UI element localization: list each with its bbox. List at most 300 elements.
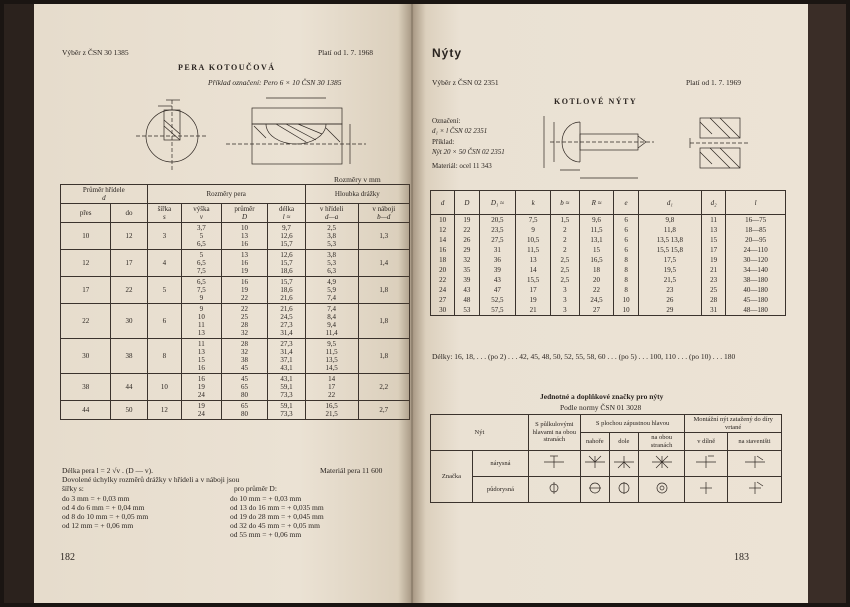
cell-value: 28 [241,340,248,348]
book-cover-right-edge [808,4,846,603]
rivet-cell: 17 [701,245,725,255]
book-cover-left-edge [4,4,36,603]
cell-value: 9,5 [327,340,337,348]
table-row [61,401,410,420]
cell-value: 16 [241,278,248,286]
cell-value: 7,5 [197,267,206,275]
rivet-cell: 30 [431,305,455,316]
cell-value: 19 [197,383,205,391]
cell-s: 5 [147,277,181,304]
rivet-sign-icon [612,455,636,469]
rivet-sign-icon [542,455,566,469]
cell-value: 5 [199,251,204,259]
table-row [431,285,786,295]
cell-value: 32 [241,329,248,337]
signs-th-both: na obou stranách [638,433,684,451]
cell-hub: 2,7 [358,401,409,420]
left-formula: Délka pera l = 2 √v . (D — v). [62,466,154,475]
th-in-hub [358,204,409,223]
left-tolerance-note: Dovolené úchylky rozměrů drážky v hřídeli a v náboji jsou [62,475,240,484]
rivet-cell: 8 [614,275,638,285]
cell-value: 22 [241,305,248,313]
cell-value: 5,3 [327,240,337,248]
signs-th-shop: v dílně [685,433,728,451]
signs-th-mount: Montážní nýt zatažený do díry vrtané [685,415,782,433]
th-length-label: délka [278,205,295,213]
cell-value: 43,1 [280,375,293,383]
rivet-cell: 19,5 [638,265,701,275]
cell-value: 2,5 [327,224,337,232]
cell-value: 22 [241,294,248,302]
rivet-cell: 9 [516,225,551,235]
rivet-cell: 38—180 [726,275,786,285]
rivet-cell: 2 [551,235,580,245]
rivet-cell: 12 [431,225,455,235]
rivet-cell: 39 [479,265,516,275]
right-header-valid: Platí od 1. 7. 1969 [686,78,742,87]
rivet-cell: 8 [614,255,638,265]
cell-value: 59,1 [280,402,293,410]
rivet-cell: 11,8 [638,225,701,235]
table-row [61,339,410,374]
th-length-symbol: l ≈ [282,213,291,221]
cell-value: 27,3 [280,321,293,329]
rivet-cell: 24,5 [579,295,614,305]
th-diameter [221,204,268,223]
cell-s: 12 [147,401,181,420]
rivet-cell: 2,5 [551,265,580,275]
cell-v [182,304,222,339]
cell-value: 31,4 [280,329,293,337]
rivet-cell: 43 [455,285,479,295]
rivet-cell: 36 [479,255,516,265]
cell-value: 80 [241,410,248,418]
example-label: Příklad: [432,138,455,146]
rivet-cell: 6 [614,225,638,235]
rivet-cell: 26 [638,295,701,305]
rivet-cell: 25 [701,285,725,295]
cell-value: 6,5 [197,259,206,267]
cell-value: 19 [241,267,248,275]
sign-shop-ground [685,477,728,503]
cell-D [221,223,268,250]
cell-l [268,250,305,277]
rivet-sign-icon [542,481,566,495]
right-header-standard: Výběr z ČSN 02 2351 [432,78,499,87]
rivet-lengths: Délky: 16, 18, . . . (po 2) . . . 42, 45, 48, 50, 52, 55, 58, 60 . . . (po 5) . . . 100, 110 . . . (po 10) . . . 180 [432,352,736,361]
sign-both-plan [638,451,684,477]
rivet-cell: 22 [579,285,614,295]
th-height [182,204,222,223]
cell-value: 13 [197,329,205,337]
cell-value: 13 [241,232,248,240]
signs-th-bottom: dole [609,433,638,451]
rivet-cell: 20 [431,265,455,275]
table-row [431,265,786,275]
cell-l [268,304,305,339]
sign-top-ground [580,477,609,503]
cell-value: 24,5 [280,313,293,321]
signs-row-ground: půdorysná [473,477,529,503]
rivet-th: R ≈ [579,191,614,215]
tolerance-D-list [230,494,324,539]
rivet-cell: 21 [701,265,725,275]
rivet-cell: 11,5 [579,225,614,235]
rivet-example: Nýt 20 × 50 ČSN 02 2351 [432,148,505,156]
rivet-sign-icon [650,481,674,495]
rivet-cell: 35 [455,265,479,275]
cell-hub: 1,8 [358,277,409,304]
rivet-cell: 20,5 [479,215,516,226]
rivet-cell: 2,5 [551,275,580,285]
rivet-th: d₁ [638,191,701,215]
cell-to: 44 [111,374,147,401]
th-width-label: šířka [157,205,172,213]
cell-from: 44 [61,401,111,420]
rivet-cell: 14 [516,265,551,275]
rivet-th: d [431,191,455,215]
th-diameter-symbol: D [241,213,248,221]
right-page [412,4,808,603]
rivet-cell: 13,5 13,8 [638,235,701,245]
book-spread [4,4,846,603]
cell-l [268,401,305,420]
rivet-th: l [726,191,786,215]
signs-th-flat: S plochou zápustnou hlavou [580,415,684,433]
cell-to: 30 [111,304,147,339]
rivet-sign-icon [694,455,718,469]
cell-value: 12,6 [280,251,293,259]
rivet-cell: 20—95 [726,235,786,245]
rivet-sign-icon [583,481,607,495]
table-row [61,304,410,339]
rivet-th: D [455,191,479,215]
rivet-cell: 3 [551,295,580,305]
table-row [431,235,786,245]
cell-v [182,374,222,401]
cell-value: 5,3 [327,259,337,267]
left-header-standard: Výběr z ČSN 30 1385 [62,48,129,57]
left-material: Materiál pera 11 600 [320,466,383,475]
cell-from: 10 [61,223,111,250]
rivet-cell: 3 [551,305,580,316]
cell-to: 17 [111,250,147,277]
rivet-cell: 15,5 15,8 [638,245,701,255]
rivet-cell: 45—180 [726,295,786,305]
cell-value: 5,9 [327,286,337,294]
cell-hub: 2,2 [358,374,409,401]
rivet-cell: 18 [431,255,455,265]
table-row [431,255,786,265]
cell-a [305,339,358,374]
cell-D [221,304,268,339]
th-depth: Hloubka drážky [305,185,409,204]
left-title: PERA KOTOUČOVÁ [178,63,276,72]
cell-to: 38 [111,339,147,374]
rivet-cell: 10 [614,295,638,305]
cell-value: 11,5 [325,348,338,356]
cell-value: 11 [198,340,205,348]
cell-s: 6 [147,304,181,339]
rivet-cell: 24—110 [726,245,786,255]
keys-table-body [61,223,410,420]
rivet-cell: 11,5 [516,245,551,255]
tolerance-line: od 4 do 6 mm = + 0,04 mm [62,503,145,512]
rivet-cell: 52,5 [479,295,516,305]
key-drawing [126,90,390,174]
rivet-cell: 16,5 [579,255,614,265]
table-row [61,250,410,277]
cell-hub: 1,4 [358,250,409,277]
rivet-cell: 2 [551,225,580,235]
cell-v [182,401,222,420]
rivet-cell: 2 [551,245,580,255]
cell-hub: 1,8 [358,339,409,374]
signs-th-site: na staveništi [728,433,782,451]
cell-value: 7,5 [197,286,206,294]
cell-value: 16 [197,364,205,372]
cell-value: 9 [199,294,204,302]
cell-v [182,277,222,304]
cell-value: 21,5 [325,410,338,418]
rivet-cell: 29 [455,245,479,255]
cell-value: 18,6 [280,267,293,275]
th-shaft-symbol: d [102,194,106,202]
rivet-cell: 40—180 [726,285,786,295]
cell-value: 45 [241,375,248,383]
cell-value: 6,5 [197,240,206,248]
signs-row-plan: nárysná [473,451,529,477]
cell-to: 22 [111,277,147,304]
th-width-symbol: s [163,213,166,221]
rivet-cell: 17,5 [638,255,701,265]
left-dims-note: Rozměry v mm [334,175,381,184]
sign-site-plan [728,451,782,477]
table-row [431,295,786,305]
left-example: Příklad označení: Pero 6 × 10 ČSN 30 1385 [208,78,342,87]
rivet-cell: 34—140 [726,265,786,275]
designation-label: Označení: [432,117,461,125]
rivet-cell: 21 [516,305,551,316]
th-length [268,204,305,223]
cell-value: 12,6 [280,232,293,240]
th-in-shaft-label: v hřídeli [319,205,344,213]
signs-th-rivet: Nýt [431,415,529,451]
rivet-cell: 7,5 [516,215,551,226]
cell-l [268,277,305,304]
cell-value: 24 [197,391,205,399]
cell-value: 13 [197,348,205,356]
cell-value: 24 [197,410,205,418]
cell-value: 45 [241,364,248,372]
cell-value: 19 [241,286,248,294]
signs-table [430,414,782,503]
rivet-cell: 17 [516,285,551,295]
tolerance-line: od 12 mm = + 0,06 mm [62,521,134,530]
tolerance-s-list [62,494,148,530]
rivet-th: d₂ [701,191,725,215]
cell-s: 8 [147,339,181,374]
rivet-cell: 19 [455,215,479,226]
left-page [34,4,412,603]
rivet-cell: 2,5 [551,255,580,265]
cell-a [305,401,358,420]
th-in-shaft [305,204,358,223]
rivet-sign-icon [743,481,767,495]
rivet-cell: 8 [614,285,638,295]
cell-value: 25 [241,313,248,321]
th-in-shaft-formula: d—a [325,213,339,221]
cell-a [305,304,358,339]
cell-v [182,250,222,277]
right-page-number: 183 [734,552,749,563]
section-heading: Nýty [432,46,463,60]
cell-hub: 1,8 [358,304,409,339]
cell-value: 16 [241,259,248,267]
cell-value: 10 [241,224,248,232]
rivet-cell: 39 [455,275,479,285]
th-shaft [61,185,148,204]
cell-value: 19 [197,402,205,410]
cell-value: 59,1 [280,383,293,391]
table-row [61,223,410,250]
cell-value: 10 [197,313,205,321]
cell-value: 27,3 [280,340,293,348]
cell-from: 22 [61,304,111,339]
rivet-drawing [540,110,766,184]
cell-v [182,339,222,374]
rivet-cell: 32 [455,255,479,265]
th-shaft-label: Průměr hřídele [82,186,125,194]
cell-value: 21,6 [280,305,293,313]
rivet-cell: 31 [479,245,516,255]
cell-value: 43,1 [280,364,293,372]
rivet-sign-icon [694,481,718,495]
sign-shop-plan [685,451,728,477]
rivet-cell: 30—120 [726,255,786,265]
cell-value: 15,7 [280,259,293,267]
table-row [431,215,786,226]
rivet-cell: 9,6 [579,215,614,226]
rivet-cell: 3 [551,285,580,295]
rivet-cell: 6 [614,215,638,226]
cell-value: 7,4 [327,294,337,302]
cell-value: 16 [241,240,248,248]
rivets-table [430,190,786,316]
rivet-th: D₁ ≈ [479,191,516,215]
cell-value: 15 [197,356,205,364]
cell-a [305,250,358,277]
cell-s: 4 [147,250,181,277]
rivet-cell: 14 [431,235,455,245]
rivet-cell: 18 [579,265,614,275]
rivet-cell: 10,5 [516,235,551,245]
rivet-th: b ≈ [551,191,580,215]
cell-value: 73,3 [280,391,293,399]
cell-a [305,223,358,250]
rivet-sign-icon [612,481,636,495]
left-tolerance-D-label: pro průměr D: [234,484,277,493]
sign-bottom-plan [609,451,638,477]
rivet-cell: 10 [614,305,638,316]
left-page-number: 182 [60,552,75,563]
cell-value: 16,5 [325,402,338,410]
tolerance-line: od 19 do 28 mm = + 0,045 mm [230,512,324,521]
cell-from: 12 [61,250,111,277]
th-from: přes [61,204,111,223]
rivet-cell: 15 [701,235,725,245]
designation: d₁ × l ČSN 02 2351 [432,127,488,135]
cell-value: 14 [328,375,336,383]
rivet-cell: 24 [431,285,455,295]
rivet-cell: 15,5 [516,275,551,285]
rivet-cell: 27,5 [479,235,516,245]
rivet-cell: 16 [431,245,455,255]
rivets-table-header [431,191,786,215]
tolerance-line: od 55 mm = + 0,06 mm [230,530,302,539]
cell-l [268,339,305,374]
cell-v [182,223,222,250]
rivet-cell: 48 [455,295,479,305]
rivet-cell: 15 [579,245,614,255]
rivet-cell: 16—75 [726,215,786,226]
cell-value: 17 [328,383,336,391]
cell-value: 37,1 [280,356,293,364]
tolerance-line: od 32 do 45 mm = + 0,05 mm [230,521,320,530]
cell-a [305,277,358,304]
rivet-cell: 23 [638,285,701,295]
rivet-cell: 57,5 [479,305,516,316]
rivet-cell: 6 [614,235,638,245]
cell-value: 16 [197,375,205,383]
cell-value: 5 [199,232,204,240]
signs-row-label: Značka [431,451,473,503]
rivet-cell: 23,5 [479,225,516,235]
cell-from: 17 [61,277,111,304]
cell-value: 31,4 [280,348,293,356]
rivet-cell: 13,1 [579,235,614,245]
table-row [431,305,786,316]
cell-value: 11 [198,321,205,329]
tolerance-line: od 13 do 16 mm = + 0,035 mm [230,503,324,512]
cell-D [221,374,268,401]
table-row [431,245,786,255]
th-height-symbol: v [199,213,203,221]
cell-value: 3,7 [197,224,206,232]
sign-top-plan [580,451,609,477]
rivet-cell: 21,5 [638,275,701,285]
cell-s: 3 [147,223,181,250]
cell-value: 13,5 [325,356,338,364]
rivet-cell: 27 [431,295,455,305]
rivet-th: k [516,191,551,215]
cell-value: 11,4 [325,329,338,337]
rivet-material: Materiál: ocel 11 343 [432,162,492,170]
rivet-sign-icon [583,455,607,469]
cell-value: 8,4 [327,313,337,321]
cell-value: 9,7 [282,224,291,232]
cell-value: 6,5 [197,278,206,286]
rivet-cell: 29 [638,305,701,316]
table-row [431,275,786,285]
cell-value: 65 [241,383,248,391]
rivet-cell: 9,8 [638,215,701,226]
th-diameter-label: průměr [234,205,255,213]
table-row [61,277,410,304]
rivet-cell: 48—180 [726,305,786,316]
cell-from: 38 [61,374,111,401]
rivet-cell: 13 [516,255,551,265]
